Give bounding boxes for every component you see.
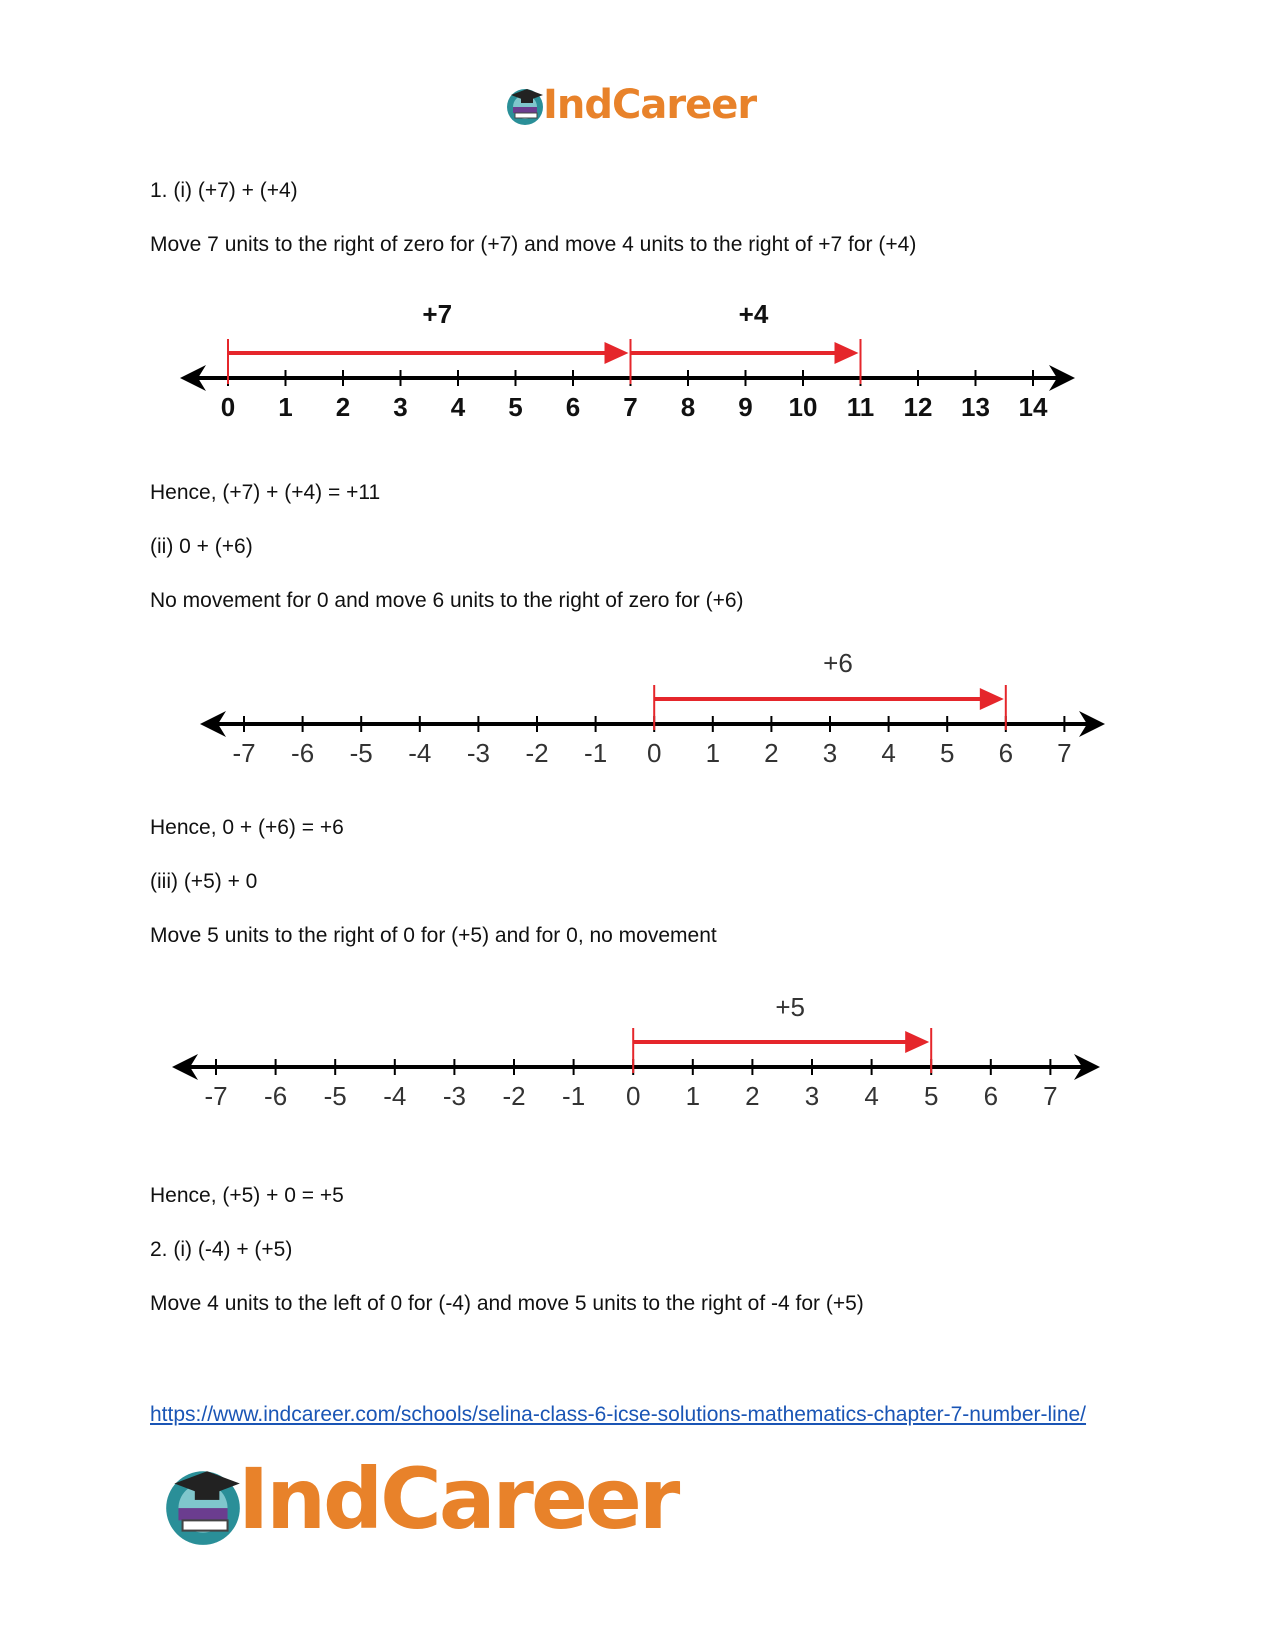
tick-label: 8: [680, 392, 696, 422]
graduation-cap-globe-icon: [158, 1459, 248, 1549]
tick-label: -1: [562, 1081, 586, 1111]
header-logo: [503, 80, 783, 130]
tick-label: 0: [220, 392, 236, 422]
tick-label: 4: [450, 392, 466, 422]
q1ii-result: Hence, 0 + (+6) = +6: [150, 816, 344, 839]
tick-label: -1: [584, 738, 608, 768]
tick-label: 5: [508, 392, 523, 422]
tick-label: -6: [291, 738, 315, 768]
tick-label: 2: [745, 1081, 760, 1111]
tick-label: -6: [264, 1081, 288, 1111]
move-arrow-head: [905, 1031, 929, 1053]
tick-label: 13: [961, 392, 990, 422]
tick-label: 7: [1057, 738, 1072, 768]
move-arrow-head: [605, 342, 629, 364]
q2-title: 2. (i) (-4) + (+5): [150, 1238, 293, 1261]
tick-label: 1: [278, 392, 293, 422]
tick-label: -5: [323, 1081, 347, 1111]
tick-label: -2: [525, 738, 549, 768]
move-label: +4: [738, 299, 769, 329]
tick-label: 0: [646, 738, 662, 768]
tick-label: -2: [502, 1081, 526, 1111]
move-arrow-head: [980, 688, 1004, 710]
tick-label: -4: [383, 1081, 407, 1111]
move-label: +5: [775, 992, 806, 1022]
tick-label: 7: [623, 392, 638, 422]
number-line-3: [160, 980, 1260, 1130]
footer-logo: [158, 1450, 718, 1553]
q1ii-title: (ii) 0 + (+6): [150, 535, 253, 558]
tick-label: 6: [983, 1081, 999, 1111]
tick-label: 3: [804, 1081, 820, 1111]
tick-label: 12: [903, 392, 933, 422]
tick-label: 1: [685, 1081, 701, 1111]
tick-label: 1: [705, 738, 721, 768]
tick-label: 11: [846, 392, 875, 422]
tick-label: 2: [335, 392, 351, 422]
tick-label: 10: [788, 392, 818, 422]
q1iii-result: Hence, (+5) + 0 = +5: [150, 1184, 344, 1207]
tick-label: 14: [1018, 392, 1048, 422]
q1ii-instruction: No movement for 0 and move 6 units to the right of zero for (+6): [150, 589, 744, 612]
tick-label: 2: [764, 738, 779, 768]
tick-label: 6: [565, 392, 581, 422]
tick-label: -4: [408, 738, 432, 768]
tick-label: 4: [881, 738, 896, 768]
move-label: +7: [422, 299, 453, 329]
tick-label: 5: [923, 1081, 939, 1111]
q1-instruction: Move 7 units to the right of zero for (+7) and move 4 units to the right of +7 for (+4): [150, 233, 917, 256]
q1iii-instruction: Move 5 units to the right of 0 for (+5) and for 0, no movement: [150, 924, 717, 947]
tick-label: 5: [939, 738, 955, 768]
number-line-2: [160, 640, 1260, 790]
header-logo-text: IndCareer: [543, 82, 757, 128]
tick-label: -3: [442, 1081, 466, 1111]
q1-result: Hence, (+7) + (+4) = +11: [150, 481, 381, 504]
tick-label: 7: [1043, 1081, 1058, 1111]
number-line-1: [160, 290, 1260, 440]
tick-label: 9: [738, 392, 753, 422]
move-arrow-head: [835, 342, 859, 364]
tick-label: -3: [466, 738, 490, 768]
tick-label: -5: [349, 738, 373, 768]
move-label: +6: [823, 648, 853, 678]
tick-label: -7: [232, 738, 256, 768]
source-link[interactable]: https://www.indcareer.com/schools/selina-class-6-icse-solutions-mathematics-chapter-7-number-line/: [150, 1403, 1087, 1426]
tick-label: 3: [393, 392, 408, 422]
tick-label: 0: [625, 1081, 641, 1111]
tick-label: 6: [998, 738, 1014, 768]
tick-label: 3: [822, 738, 838, 768]
q1-title: 1. (i) (+7) + (+4): [150, 179, 298, 202]
graduation-cap-globe-icon: [503, 83, 547, 127]
tick-label: 4: [864, 1081, 879, 1111]
tick-label: -7: [204, 1081, 228, 1111]
q1iii-title: (iii) (+5) + 0: [150, 870, 258, 893]
q2-instruction: Move 4 units to the left of 0 for (-4) and move 5 units to the right of -4 for (+5): [150, 1292, 864, 1315]
footer-logo-text: IndCareer: [238, 1450, 678, 1548]
